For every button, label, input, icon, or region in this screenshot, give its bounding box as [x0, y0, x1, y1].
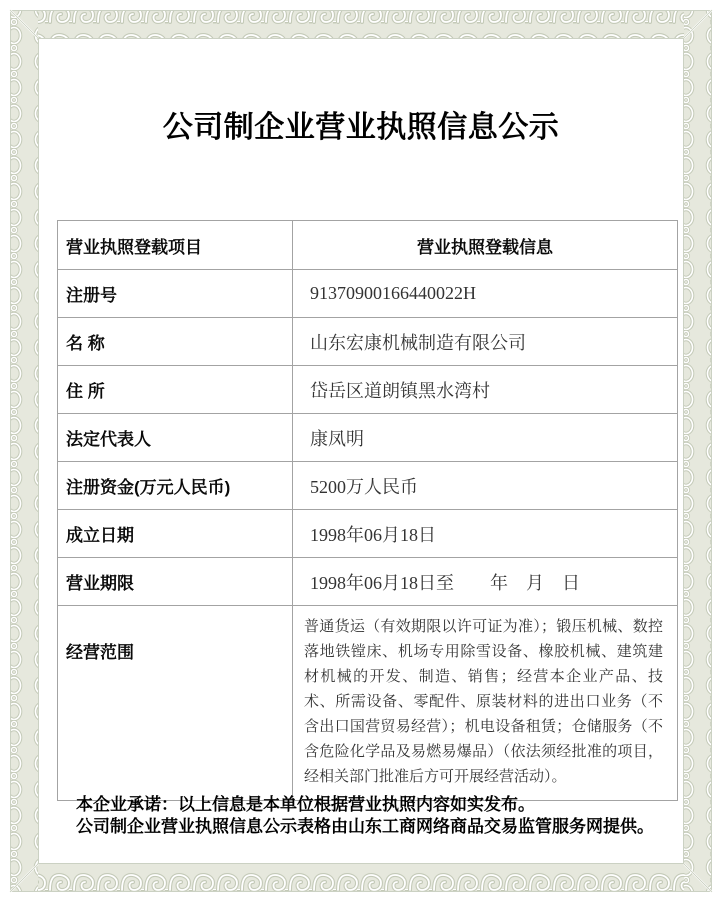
license-info-table	[57, 220, 678, 801]
row-value: 普通货运（有效期限以许可证为准）；锻压机械、数控落地铁镗床、机场专用除雪设备、橡胶机械、建筑建材机械的开发、制造、销售；经营本企业产品、技术、所需设备、零配件、原装材料的进出口业务（不含出口国营贸易经营）；机电设备租赁；仓储服务（不含危险化学品及易燃易爆品）（依法须经批准的项目，经相关部门批准后方可开展经营活动）。	[293, 606, 678, 801]
row-label: 注册资金(万元人民币)	[58, 462, 293, 510]
table-row	[58, 318, 678, 366]
row-label: 法定代表人	[58, 414, 293, 462]
table-row	[58, 606, 678, 801]
row-value: 山东宏康机械制造有限公司	[293, 318, 678, 366]
header-info-column: 营业执照登载信息	[293, 221, 678, 270]
footer-provider-line: 公司制企业营业执照信息公示表格由山东工商网络商品交易监管服务网提供。	[76, 817, 654, 836]
row-label: 注册号	[58, 270, 293, 318]
row-value: 岱岳区道朗镇黑水湾村	[293, 366, 678, 414]
row-value: 91370900166440022H	[293, 270, 678, 318]
row-label: 住 所	[58, 366, 293, 414]
row-label: 经营范围	[58, 606, 293, 801]
table-row	[58, 510, 678, 558]
table-row	[58, 366, 678, 414]
table-row	[58, 414, 678, 462]
row-value: 1998年06月18日	[293, 510, 678, 558]
table-row	[58, 270, 678, 318]
table-row	[58, 462, 678, 510]
footer-promise-line: 本企业承诺：以上信息是本单位根据营业执照内容如实发布。	[76, 795, 535, 814]
row-value: 1998年06月18日至 年 月 日	[293, 558, 678, 606]
table-row	[58, 558, 678, 606]
row-value: 5200万人民币	[293, 462, 678, 510]
table-header-row	[58, 221, 678, 270]
row-label: 成立日期	[58, 510, 293, 558]
row-value: 康凤明	[293, 414, 678, 462]
row-label: 名 称	[58, 318, 293, 366]
row-label: 营业期限	[58, 558, 293, 606]
page-title: 公司制企业营业执照信息公示	[162, 111, 560, 144]
footer-note	[76, 794, 686, 838]
header-item-column: 营业执照登载项目	[58, 221, 293, 270]
